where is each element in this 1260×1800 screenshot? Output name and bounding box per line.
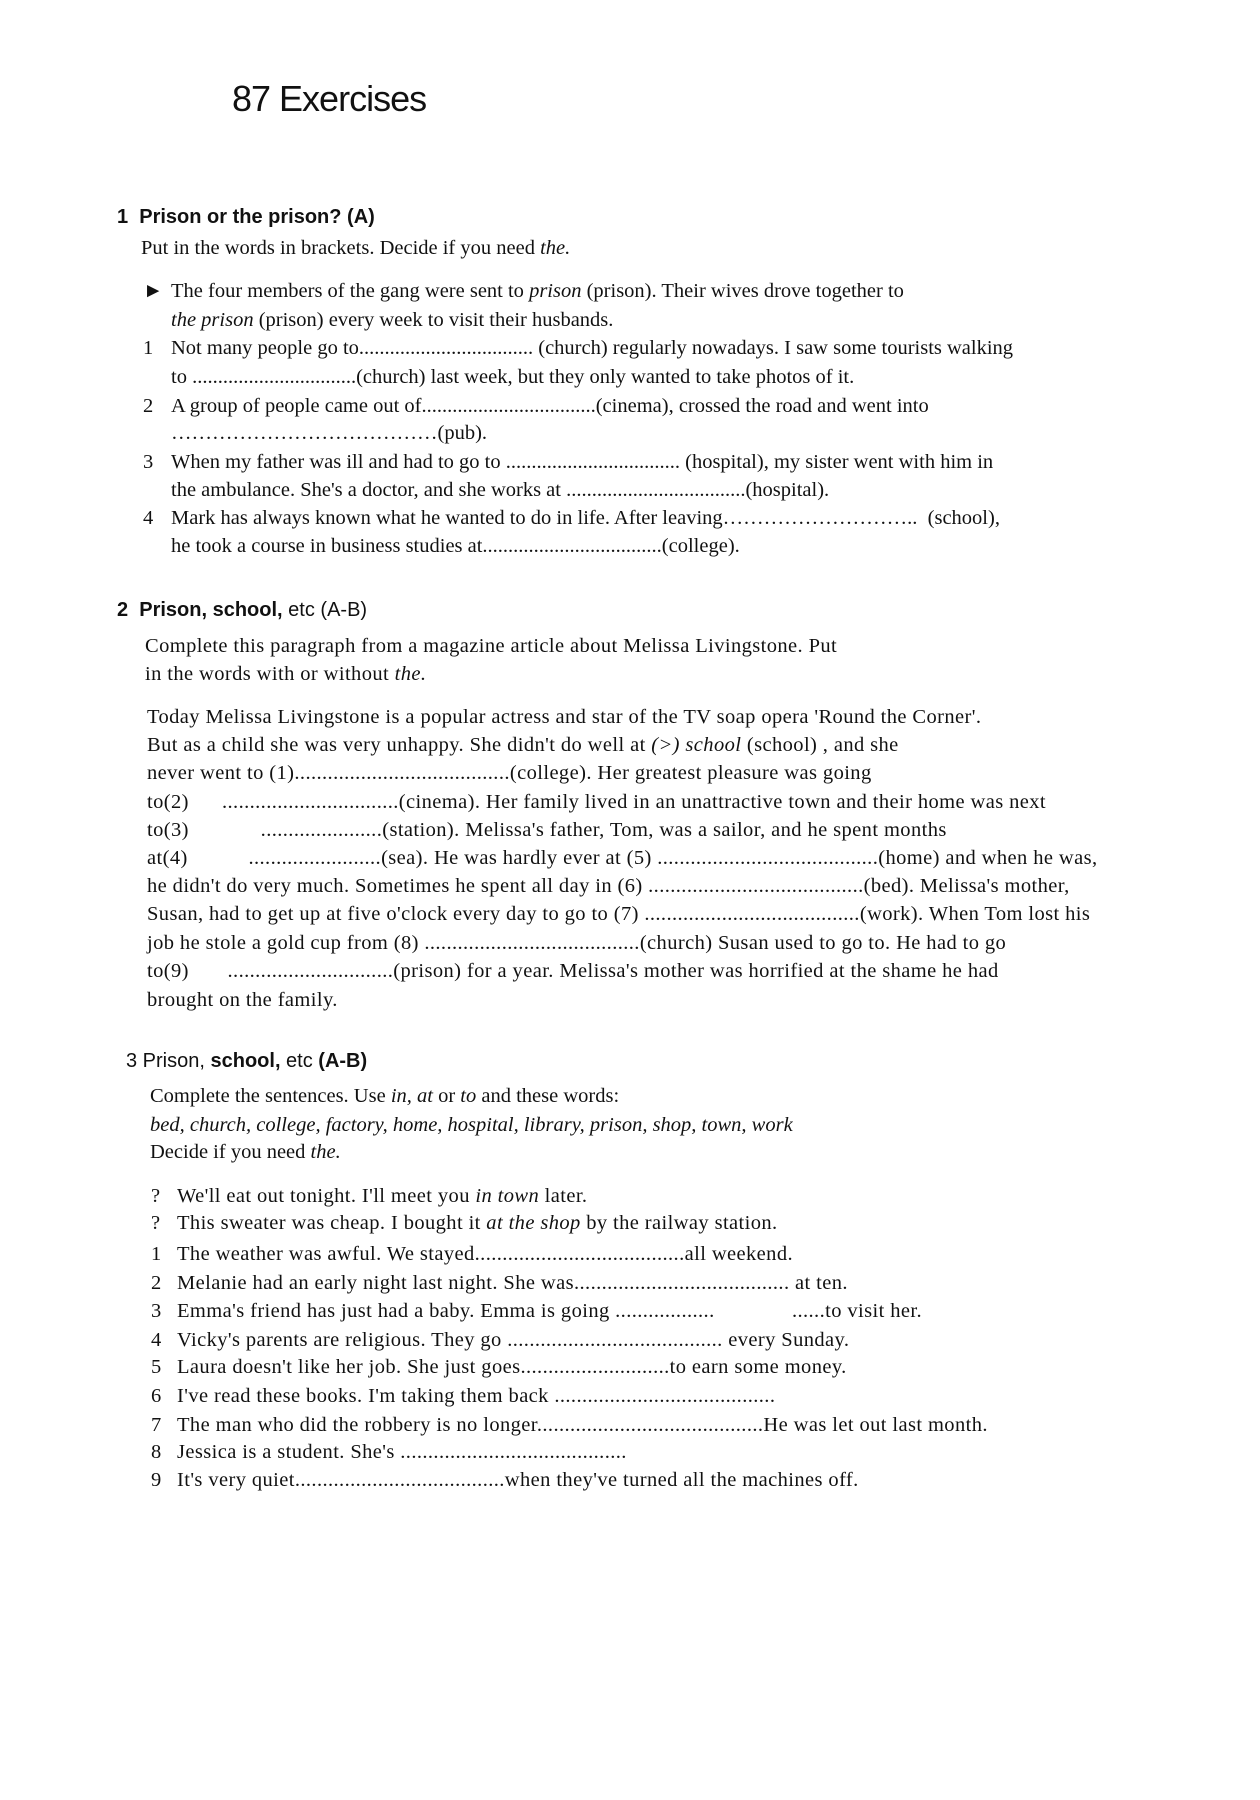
instruction-text [145,636,837,657]
text-segment: by the railway station. [580,1212,778,1234]
italic-text: in town [475,1185,540,1207]
item-number: 9 [151,1469,162,1491]
section-heading [117,599,367,622]
text-segment: (prison). Their wives drove together to [581,280,904,302]
exercise-item-line [177,1357,847,1378]
text-segment: etc [280,1050,319,1072]
text-segment: …………………………………(pub). [171,422,488,444]
item-number: ? [151,1212,161,1234]
exercise-item-line [177,1415,988,1436]
text-segment: job he stole a gold cup from (8) .......................................(church) Susan used to go to. He had to go [147,932,1007,954]
exercise-item-line [171,423,487,444]
instruction-text [150,1115,793,1136]
text-segment: Decide if you need [150,1141,311,1163]
text-segment: The weather was awful. We stayed......................................all weekend. [177,1243,793,1265]
exercise-item-line [171,281,904,302]
text-segment: in the words with or without [145,663,395,685]
exercise-item-line [177,1386,775,1407]
text-segment: Melanie had an early night last night. She was....................................... at ten. [177,1272,848,1294]
text-segment: brought on the family. [147,989,338,1011]
item-number: ? [151,1185,161,1207]
exercise-item-line [177,1301,922,1322]
text-segment: at(4) ........................(sea). He was hardly ever at (5) ........................................(home) and when he was, [147,847,1098,869]
text-segment: (prison) every week to visit their husbands. [253,309,614,331]
bold-text: (A-B) [318,1050,368,1072]
exercise-item-line [177,1470,859,1491]
item-number: 1 [151,1243,162,1265]
text-segment: Emma's friend has just had a baby. Emma is going .................. ......to visit her. [177,1300,922,1322]
exercise-item-line [177,1213,778,1234]
italic-text: the. [540,237,571,259]
text-segment: to(3) ......................(station). Melissa's father, Tom, was a sailor, and he spent months [147,819,947,841]
item-number: ► [143,280,164,302]
exercise-item-line [171,452,993,473]
italic-text: to [460,1085,477,1107]
exercise-item-line [171,338,1013,359]
text-segment: The four members of the gang were sent to [171,280,530,302]
italic-text: in, at [390,1085,433,1107]
paragraph-line [147,990,338,1011]
text-segment: to(9) ..............................(prison) for a year. Melissa's mother was horrified at the shame he had [147,960,999,982]
text-segment: he took a course in business studies at...................................(college). [171,535,740,557]
instruction-text [141,238,570,259]
text-segment: to ................................(church) last week, but they only wanted to take photos of it. [171,366,855,388]
exercise-item-line [177,1244,793,1265]
italic-text: the prison [171,309,254,331]
text-segment: The man who did the robbery is no longer.........................................He was let out last month. [177,1414,988,1436]
instruction-text [150,1142,341,1163]
text-segment: It's very quiet......................................when they've turned all the machines off. [177,1469,859,1491]
instruction-text [150,1086,619,1107]
text-segment: But as a child she was very unhappy. She didn't do well at [147,734,652,756]
italic-text: the. [310,1141,341,1163]
paragraph-line [147,961,999,982]
italic-text: prison [529,280,582,302]
italic-text: (>) school [651,734,742,756]
text-segment: etc (A-B) [282,599,368,621]
exercise-item-line [177,1330,849,1351]
exercise-item-line [177,1186,587,1207]
exercise-item-line [171,396,929,417]
bold-text: school, [210,1050,281,1072]
text-segment: Complete this paragraph from a magazine article about Melissa Livingstone. Put [145,635,838,657]
item-number: 3 [143,451,154,473]
item-number: 4 [143,507,154,529]
paragraph-line [147,763,872,784]
text-segment: When my father was ill and had to go to .................................. (hospital), my sister went with him in [171,451,994,473]
paragraph-line [147,848,1097,869]
paragraph-line [147,820,947,841]
page-title: 87 Exercises [232,78,427,119]
text-segment: This sweater was cheap. I bought it [177,1212,487,1234]
text-segment: I've read these books. I'm taking them back ........................................ [177,1385,776,1407]
text-segment: 3 Prison, [126,1050,211,1072]
exercise-item-line [171,310,613,331]
text-segment: Put in the words in brackets. Decide if you need [141,237,541,259]
text-segment: Vicky's parents are religious. They go ....................................... every Sunday. [177,1329,850,1351]
paragraph-line [147,735,899,756]
bold-text: 1 Prison or the prison? (A) [117,206,375,228]
exercise-item-line [171,367,854,388]
text-segment: to(2) ................................(cinema). Her family lived in an unattractive town and their home was next [147,791,1047,813]
item-number: 2 [151,1272,162,1294]
italic-text: at the shop [486,1212,581,1234]
exercise-item-line [171,536,740,557]
item-number: 8 [151,1441,162,1463]
paragraph-line [147,904,1090,925]
text-segment: he didn't do very much. Sometimes he spent all day in (6) .......................................(bed). Melissa's mother, [147,875,1070,897]
item-number: 4 [151,1329,162,1351]
item-number: 3 [151,1300,162,1322]
item-number: 2 [143,395,154,417]
exercise-item-line [177,1442,627,1463]
text-segment: Complete the sentences. Use [150,1085,391,1107]
text-segment: Not many people go to.................................. (church) regularly nowadays. I saw some tourists walking [171,337,1014,359]
paragraph-line [147,707,981,728]
text-segment: Jessica is a student. She's ......................................... [177,1441,627,1463]
text-segment: Susan, had to get up at five o'clock every day to go to (7) .......................................(work). When Tom lost his [147,903,1091,925]
text-segment: A group of people came out of..................................(cinema), crossed the road and went into [171,395,929,417]
item-number: 6 [151,1385,162,1407]
exercise-item-line [171,480,829,501]
paragraph-line [147,792,1046,813]
item-number: 7 [151,1414,162,1436]
exercise-item-line [177,1273,848,1294]
text-segment: Mark has always known what he wanted to do in life. After leaving……………………….. (school), [171,507,1000,529]
text-segment: Laura doesn't like her job. She just goes...........................to earn some money. [177,1356,847,1378]
paragraph-line [147,876,1070,897]
item-number: 5 [151,1356,162,1378]
text-segment: (school) , and she [741,734,899,756]
exercise-item-line [171,508,1000,529]
item-number: 1 [143,337,154,359]
italic-text: the. [394,663,427,685]
text-segment: Today Melissa Livingstone is a popular actress and star of the TV soap opera 'Round the Corner'. [147,706,982,728]
text-segment: never went to (1).......................................(college). Her greatest pleasure was going [147,762,872,784]
section-heading [117,206,375,229]
italic-text: bed, church, college, factory, home, hospital, library, prison, shop, town, work [150,1114,793,1136]
paragraph-line [147,933,1006,954]
text-segment: We'll eat out tonight. I'll meet you [177,1185,476,1207]
section-heading [126,1050,367,1073]
instruction-text [145,664,426,685]
text-segment: the ambulance. She's a doctor, and she works at ...................................(hospital). [171,479,830,501]
text-segment: or [432,1085,461,1107]
text-segment: later. [539,1185,588,1207]
bold-text: 2 Prison, school, [117,599,283,621]
text-segment: and these words: [476,1085,620,1107]
